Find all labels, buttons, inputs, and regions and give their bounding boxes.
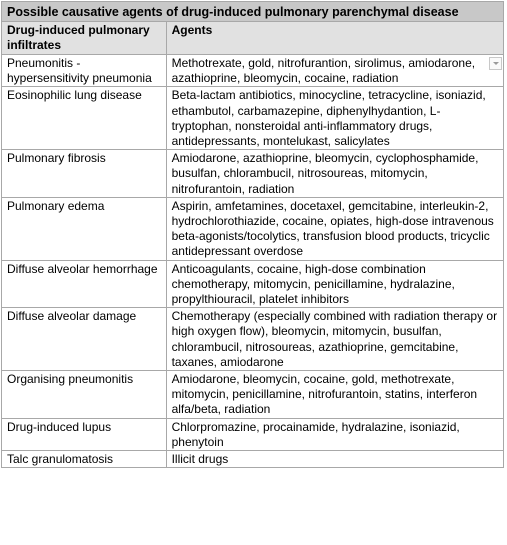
agents-cell: Chlorpromazine, procainamide, hydralazine, isoniazid, phenytoin [166, 418, 503, 450]
agents-cell [166, 55, 503, 87]
agents-cell: Anticoagulants, cocaine, high-dose combination chemotherapy, mitomycin, penicillamine, hydralazine, propylthiouracil, platelet inhibitors [166, 260, 503, 308]
agents-cell: Beta-lactam antibiotics, minocycline, tetracycline, isoniazid, ethambutol, carbamazepine, diphenylhydantion, L-tryptophan, nonsteroidal anti-inflammatory drugs, antidepressants, montelukast, salicylates [166, 87, 503, 150]
agents-cell: Aspirin, amfetamines, docetaxel, gemcitabine, interleukin-2, hydrochlorothiazide, cocaine, opiates, high-dose intravenous beta-agonists/tocolytics, transfusion blood products, tricyclic antidepressant overdose [166, 197, 503, 260]
table-row [2, 371, 504, 419]
infiltrate-cell: Pulmonary edema [2, 197, 167, 260]
table-row [2, 260, 504, 308]
infiltrate-cell: Organising pneumonitis [2, 371, 167, 419]
table-row [2, 418, 504, 450]
infiltrate-cell: Drug-induced lupus [2, 418, 167, 450]
agents-cell: Chemotherapy (especially combined with radiation therapy or high oxygen flow), bleomycin, mitomycin, busulfan, chlorambucil, nitrosoureas, azathioprine, gemcitabine, taxanes, amiodarone [166, 308, 503, 371]
infiltrate-cell: Pulmonary fibrosis [2, 150, 167, 198]
infiltrate-cell: Eosinophilic lung disease [2, 87, 167, 150]
column-header-infiltrates: Drug-induced pulmonary infiltrates [2, 22, 167, 55]
infiltrate-cell: Diffuse alveolar damage [2, 308, 167, 371]
chevron-down-icon[interactable] [489, 57, 502, 70]
agents-text: Methotrexate, gold, nitrofurantion, sirolimus, amiodarone, azathioprine, bleomycin, cocaine, radiation [171, 56, 476, 86]
infiltrate-cell: Talc granulomatosis [2, 451, 167, 468]
table-row [2, 308, 504, 371]
table-title: Possible causative agents of drug-induced pulmonary parenchymal disease [2, 2, 504, 22]
agents-cell: Illicit drugs [166, 451, 503, 468]
infiltrate-cell: Pneumonitis - hypersensitivity pneumonia [2, 55, 167, 87]
infiltrate-cell: Diffuse alveolar hemorrhage [2, 260, 167, 308]
table-row [2, 451, 504, 468]
table-container [1, 1, 506, 468]
table-row [2, 55, 504, 87]
table-row [2, 197, 504, 260]
column-header-agents: Agents [166, 22, 503, 55]
table-row [2, 150, 504, 198]
drug-induced-disease-table [1, 1, 504, 468]
agents-cell: Amiodarone, azathioprine, bleomycin, cyclophosphamide, busulfan, chlorambucil, nitrosoureas, mitomycin, nitrofurantoin, radiation [166, 150, 503, 198]
table-title-row [2, 2, 504, 22]
agents-cell: Amiodarone, bleomycin, cocaine, gold, methotrexate, mitomycin, penicillamine, nitrofurantoin, statins, interferon alfa/beta, radiation [166, 371, 503, 419]
table-header-row [2, 22, 504, 55]
table-row [2, 87, 504, 150]
